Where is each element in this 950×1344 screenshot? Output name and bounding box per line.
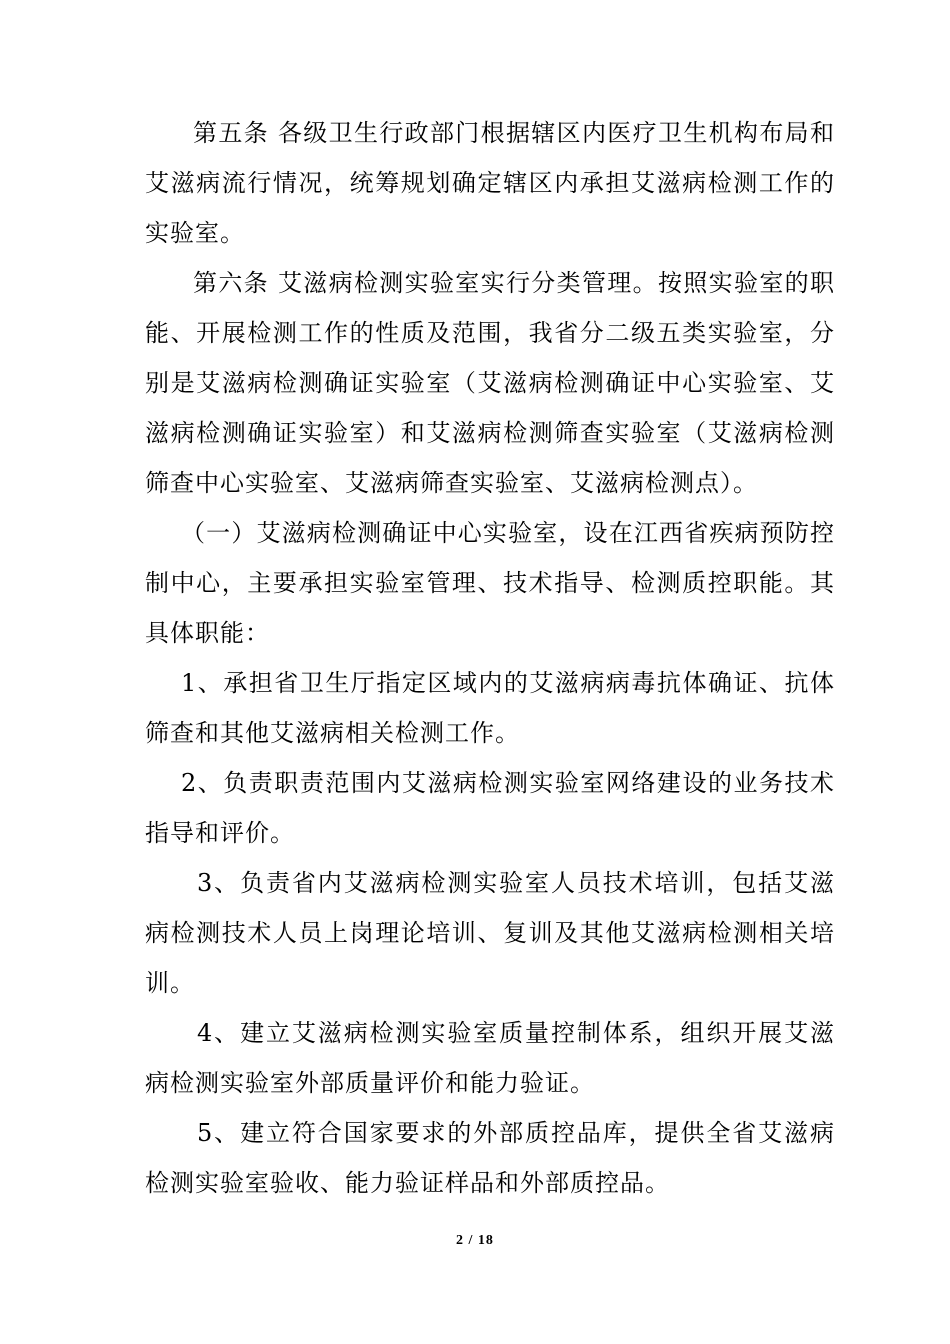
list-item-2: 2、负责职责范围内艾滋病检测实验室网络建设的业务技术指导和评价。: [145, 769, 835, 847]
paragraph-section-1: （一）艾滋病检测确证中心实验室，设在江西省疾病预防控制中心，主要承担实验室管理、技术指导、检测质控职能。其具体职能：: [145, 519, 835, 647]
list-item-4: 4、建立艾滋病检测实验室质量控制体系，组织开展艾滋病检测实验室外部质量评价和能力验证。: [145, 1019, 835, 1097]
paragraph-article-6: 第六条 艾滋病检测实验室实行分类管理。按照实验室的职能、开展检测工作的性质及范围，我省分二级五类实验室，分别是艾滋病检测确证实验室（艾滋病检测确证中心实验室、艾滋病检测确证实验室）和艾滋病检测筛查实验室（艾滋病检测筛查中心实验室、艾滋病筛查实验室、艾滋病检测点）。: [145, 269, 835, 497]
list-item-3: 3、负责省内艾滋病检测实验室人员技术培训，包括艾滋病检测技术人员上岗理论培训、复训及其他艾滋病检测相关培训。: [145, 869, 835, 997]
list-item-1: 1、承担省卫生厅指定区域内的艾滋病病毒抗体确证、抗体筛查和其他艾滋病相关检测工作。: [145, 669, 835, 747]
list-item-5: 5、建立符合国家要求的外部质控品库，提供全省艾滋病检测实验室验收、能力验证样品和外部质控品。: [145, 1119, 835, 1197]
paragraph-article-5: 第五条 各级卫生行政部门根据辖区内医疗卫生机构布局和艾滋病流行情况，统筹规划确定辖区内承担艾滋病检测工作的实验室。: [145, 119, 835, 247]
page-number: 2 / 18: [456, 1233, 494, 1248]
